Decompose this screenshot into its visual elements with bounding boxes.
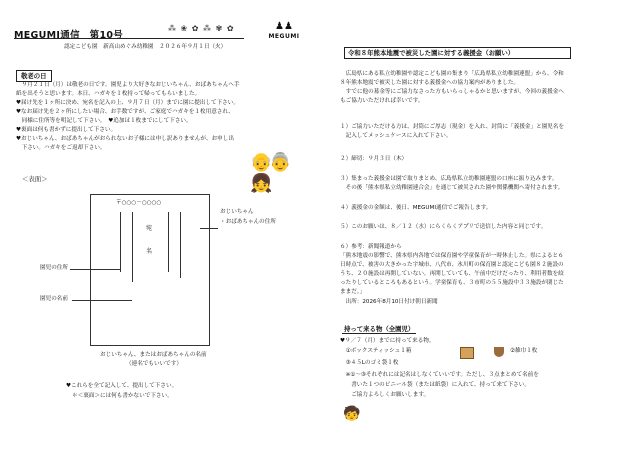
issuer-line: 認定こども園 新高山めぐみ幼稚園 ２０２６年９月１日（火） xyxy=(64,44,227,50)
gien-line: 「熊本地震の影響で、熊本県内各地では保育園や学童保育が一時休止した。県によると６ xyxy=(340,253,564,259)
gien-line: １）ご協力いただける方は、封筒にご厚志（現金）を入れ、封筒に「義援金」と園児名を xyxy=(340,124,565,130)
gien-line: その後「熊本県私立幼稚園連合会」を通じて被災された園や関係機関へ寄付されます。 xyxy=(340,185,564,191)
pointer-arrow xyxy=(70,269,120,270)
motte-heading: 持って来る物（全園児） xyxy=(344,325,415,333)
child-name-line xyxy=(180,212,181,278)
keiro-line: ♥届け先を１ヶ所に決め、宛名を記入の上、９月７日（月）までに園に提出して下さい。 xyxy=(16,100,239,106)
label-child-name: 園児の名前 xyxy=(40,296,68,302)
gien-line: ったりしているところもあるという。学童保育も、３市町の５５施設中３３施設が閉じた xyxy=(340,280,564,286)
keiro-line: ９月２１日（月）は敬老の日です。園児より大好きなおじいちゃん、おばあちゃんへ手 xyxy=(16,82,240,88)
title-underline xyxy=(14,38,244,39)
motte-line: ご協力よろしくお願いします。 xyxy=(340,392,430,398)
gien-line: ままだ。」 xyxy=(340,289,366,295)
pointer-arrow xyxy=(200,228,218,229)
keiro-line: 同様に住所等を明記して下さい。 ♥追加は１枚までにして下さい。 xyxy=(16,118,192,124)
label-grandparent-address: ・おばあちゃんの住所 xyxy=(220,219,276,225)
pointer-arrow xyxy=(72,300,132,301)
megumi-logo xyxy=(262,21,306,47)
atena-char: 宛 xyxy=(146,225,153,232)
keiro-note: ♥これらを全て記入して、提出して下さい。 xyxy=(66,383,178,389)
motte-line: 書いた１つのビニール袋（または紙袋）に入れて、持って来て下さい。 xyxy=(340,382,530,388)
keiro-line: ♥なお届け先を２ヶ所にしたい場合、お手数ですが、ご家庭でハガキを１枚用意され、 xyxy=(16,109,234,115)
na-char: 名 xyxy=(146,248,153,255)
decorative-stars-icon: ⁂ ❀ ✿ ⁂ ✾ ✿ xyxy=(168,24,235,33)
gien-line: ５）このお願いは、８／１２（水）にらくらくアプリで送信した内容と同じです。 xyxy=(340,224,547,230)
label-names-sub: （連名でもいいです） xyxy=(126,361,182,367)
gien-line: 日時点で、被害の大きかった宇城市、八代市、氷川町の保育園と認定こども園８２施設の xyxy=(340,262,564,268)
motte-line: ※①～③それぞれには記名はしなくていいです。ただし、３点まとめて名前を xyxy=(340,372,539,378)
keiro-note: ＊＜裏面＞には何も書かないで下さい。 xyxy=(72,393,173,399)
tissue-box-icon xyxy=(460,347,474,359)
children-silhouette-icon: ♟♟ xyxy=(275,21,293,32)
gien-line: ６）参考：新聞報道から xyxy=(340,244,402,250)
gien-line: ３）集まった義援金は園で取りまとめ、広島県私立幼稚園連盟の口座に振り込みます。 xyxy=(340,176,558,182)
postal-code: 〒○○○－○○○○ xyxy=(116,200,162,206)
logo-text: MEGUMI xyxy=(268,33,300,40)
child-illustration-icon: 🧒 xyxy=(343,406,361,422)
gien-line: 広島県にある私立幼稚園や認定こども園の集まり「広島県私立幼稚園連盟」から、令和 xyxy=(340,71,564,77)
motte-line: ①ボックスティッシュ１箱 xyxy=(340,348,412,354)
keiro-line: ♥裏面は何も書かずに提出して下さい。 xyxy=(16,127,117,133)
keiro-line: ♥おじいちゃん、おばあちゃんがおられないお子様には申し訳ありませんが、お申し出 xyxy=(16,136,234,142)
newsletter-title: MEGUMI通信 第10号 xyxy=(14,30,124,41)
motte-line: ♥９／７（月）までに持って来る物。 xyxy=(340,338,435,344)
keiro-line: 下さい。ハガキをご返却下さい。 xyxy=(16,145,106,151)
rag-icon xyxy=(494,347,504,357)
child-addr-line xyxy=(168,212,169,272)
omote-label: ＜表面＞ xyxy=(22,175,48,183)
gien-line: 記入してメッシュケースに入れて下さい。 xyxy=(340,133,452,139)
grandparents-illustration-icon: 👴👵👧 xyxy=(250,152,289,194)
address-line-1 xyxy=(120,212,121,272)
label-names: おじいちゃん、またはおばあちゃんの名前 xyxy=(100,352,207,358)
gien-heading: 令和８年熊本地震で被災した園に対する義援金（お願い） xyxy=(344,47,571,59)
gien-line: ８年熊本地震で被災した園に対する義援金への協力案内がありました。 xyxy=(340,80,520,86)
address-line-2 xyxy=(132,212,133,282)
gien-source: 出所：2026年8月10日付け朝日新聞 xyxy=(340,299,438,305)
motte-item2: ②雑巾１枚 xyxy=(510,348,538,354)
postcard-diagram xyxy=(90,194,210,346)
gien-line: ４）義援金の金額は、後日、MEGUMI通信でご報告します。 xyxy=(340,205,492,211)
gien-line: すでに他の募金等にご協力なさった方もいらっしゃるかと思いますが、今回の義援金へ xyxy=(340,89,564,95)
gien-line: うち、２０施設は再開していない。再開していても、午前中だけだったり、利用者数を絞 xyxy=(340,271,564,277)
label-grandparent: おじいちゃん xyxy=(220,209,254,215)
keiro-heading: 敬老の日 xyxy=(16,70,52,82)
motte-line: ③４５Lのゴミ袋１枚 xyxy=(340,360,399,366)
gien-line: ２）締切：９月３日（木） xyxy=(340,156,408,162)
gien-line: もご協力いただければ幸いです。 xyxy=(340,98,424,104)
keiro-line: 紙を出そうと思います。本日、ハガキを１枚持って帰ってもらいました。 xyxy=(16,91,201,97)
label-child-address: 園児の住所 xyxy=(40,265,68,271)
